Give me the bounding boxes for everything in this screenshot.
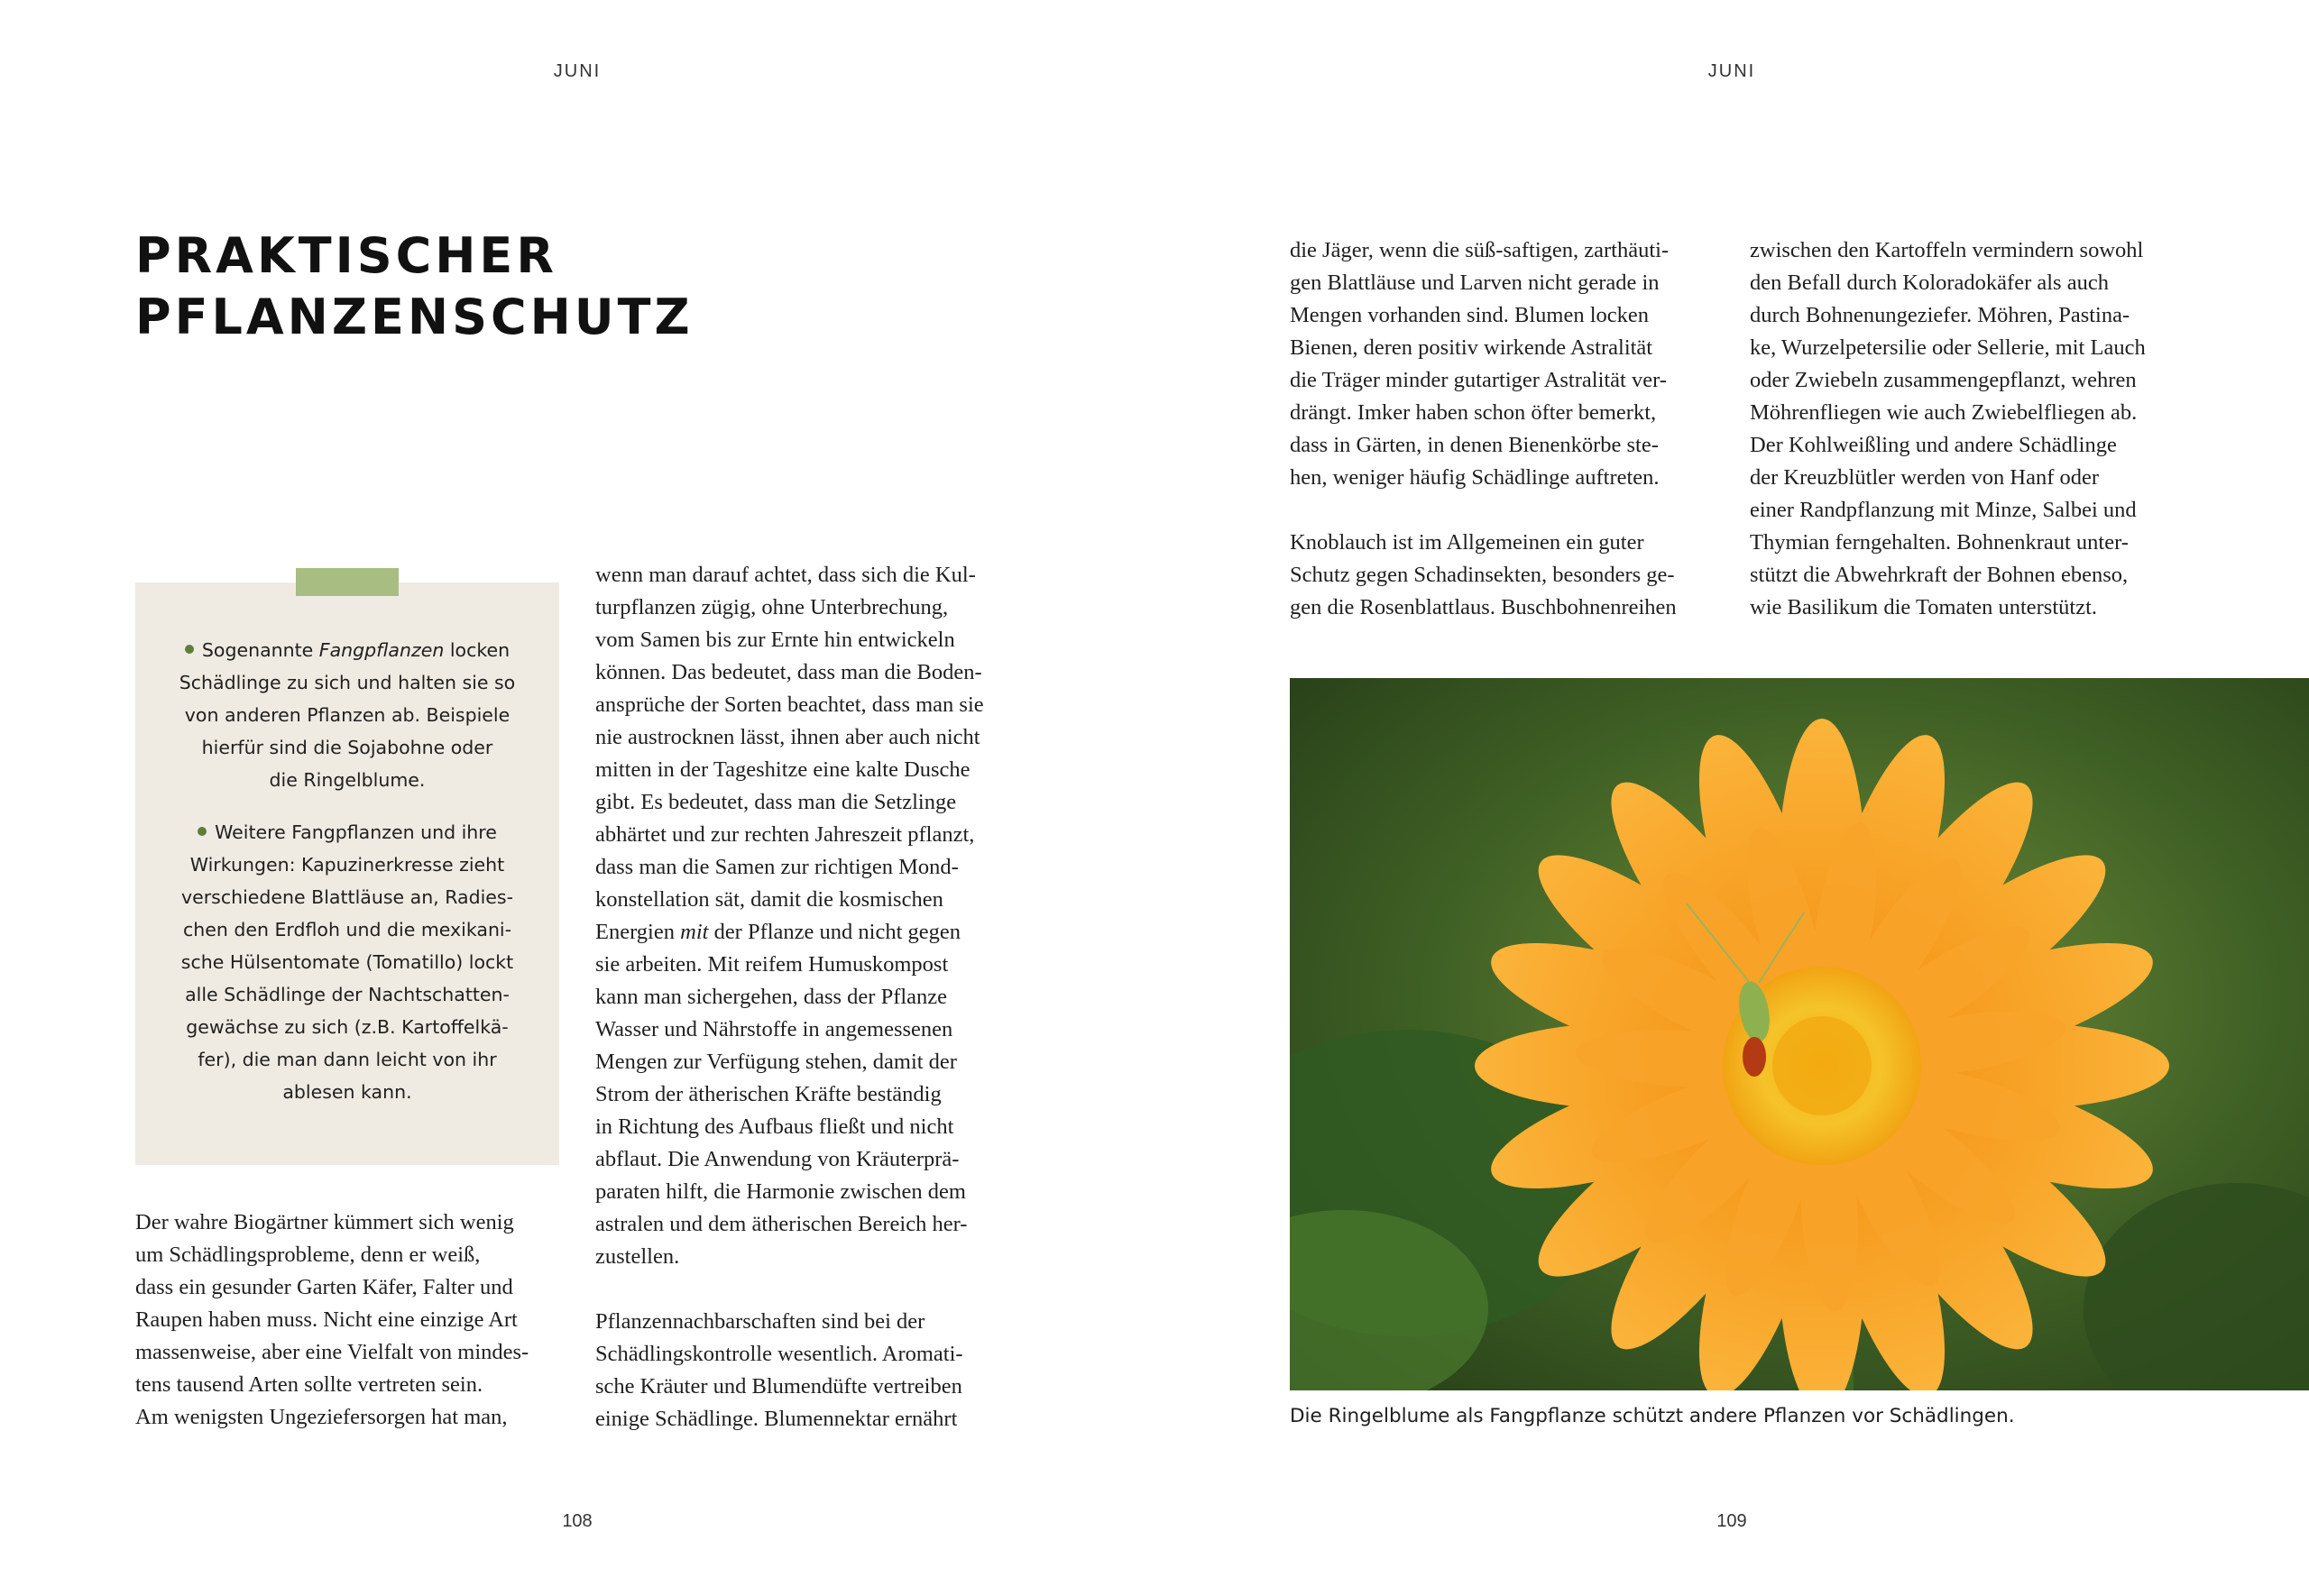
text-line: dass in Gärten, in denen Bienenkörbe ste- (1290, 433, 1659, 457)
marigold-photo (1290, 678, 2309, 1390)
text-line: gen die Rosenblattlaus. Buschbohnenreihen (1290, 595, 1677, 619)
text-line: massenweise, aber eine Vielfalt von mindes- (135, 1340, 529, 1364)
text-line: sche Hülsentomate (Tomatillo) lockt (180, 951, 514, 973)
text-line: die Träger minder gutartiger Astralität ver- (1290, 368, 1667, 392)
text-line: Pflanzennachbarschaften sind bei der (595, 1309, 925, 1334)
text-line: wie Basilikum die Tomaten unterstützt. (1750, 595, 2098, 619)
text-line: einer Randpflanzung mit Minze, Salbei und (1750, 498, 2137, 522)
text-line: einige Schädlinge. Blumennektar ernährt (595, 1407, 958, 1431)
column-1 (135, 1206, 529, 1434)
text-line: turpflanzen zügig, ohne Unterbrechung, (595, 595, 949, 619)
bullet2-first-line (135, 816, 559, 848)
text-line: der Kreuzblütler werden von Hanf oder (1750, 465, 2100, 490)
text-line: stützt die Abwehrkraft der Bohnen ebenso, (1750, 563, 2129, 587)
text-line: Wirkungen: Kapuzinerkresse zieht (189, 854, 505, 876)
bullet2-lines (135, 848, 559, 1108)
text-line: Knoblauch ist im Allgemeinen ein guter (1290, 530, 1644, 555)
photo-caption: Die Ringelblume als Fangpflanze schützt andere Pflanzen vor Schädlingen. (1290, 1405, 2015, 1427)
text-line: hierfür sind die Sojabohne oder (201, 737, 493, 758)
text-line: zwischen den Kartoffeln vermindern sowohl (1750, 238, 2144, 262)
title-line-1: PRAKTISCHER (135, 227, 557, 284)
text-line: abhärtet und zur rechten Jahreszeit pflanzt, (595, 822, 975, 847)
text-line: hen, weniger häufig Schädlinge auftreten. (1290, 465, 1660, 490)
text-line: ansprüche der Sorten beachtet, dass man sie (595, 693, 984, 717)
bullet-icon (198, 827, 207, 836)
text-line: die Ringelblume. (269, 769, 426, 791)
text-line: sie arbeiten. Mit reifem Humuskompost (595, 952, 949, 977)
text-line: den Befall durch Koloradokäfer als auch (1750, 271, 2109, 295)
text-line: vom Samen bis zur Ernte hin entwickeln (595, 628, 955, 652)
column-3 (1290, 234, 1677, 624)
text-line: gewächse zu sich (z.B. Kartoffelkä- (186, 1016, 509, 1038)
bullet1-suffix: locken (444, 639, 511, 661)
bullet2-first: Weitere Fangpflanzen und ihre (215, 821, 497, 843)
info-box-tab (296, 568, 399, 596)
page-number-right: 109 (1716, 1511, 1747, 1531)
text-line: Der wahre Biogärtner kümmert sich wenig (135, 1210, 514, 1234)
bullet1-first-line (135, 634, 559, 666)
text-line: gen Blattläuse und Larven nicht gerade in (1290, 271, 1660, 295)
text-line: Wasser und Nährstoffe in angemessenen (595, 1017, 953, 1041)
text-line: mitten in der Tageshitze eine kalte Dusche (595, 757, 971, 782)
text-line: Schädlingskontrolle wesentlich. Aromati- (595, 1342, 963, 1366)
text-line: gibt. Es bedeutet, dass man die Setzlinge (595, 790, 957, 814)
text-line: Möhrenfliegen wie auch Zwiebelfliegen ab. (1750, 400, 2138, 425)
text-line: fer), die man dann leicht von ihr (198, 1049, 497, 1070)
italic-line-emphasis: mit (680, 920, 709, 944)
text-line: dass man die Samen zur richtigen Mond- (595, 855, 959, 879)
italic-line-post: der Pflanze und nicht gegen (708, 920, 961, 944)
text-line: in Richtung des Aufbaus fließt und nicht (595, 1114, 954, 1139)
bullet1-prefix: Sogenannte (201, 639, 319, 661)
text-line: drängt. Imker haben schon öfter bemerkt, (1290, 400, 1657, 425)
text-line: ke, Wurzelpetersilie oder Sellerie, mit Lauch (1750, 335, 2146, 360)
text-line: sche Kräuter und Blumendüfte vertreiben (595, 1374, 962, 1399)
text-line: dass ein gesunder Garten Käfer, Falter und (135, 1275, 513, 1299)
bullet-icon (185, 645, 194, 654)
text-line: Thymian ferngehalten. Bohnenkraut unter- (1750, 530, 2129, 555)
text-line: Schutz gegen Schadinsekten, besonders ge- (1290, 563, 1675, 587)
text-line: oder Zwiebeln zusammengepflanzt, wehren (1750, 368, 2137, 392)
running-head-left: JUNI (553, 61, 602, 81)
text-line: Der Kohlweißling und andere Schädlinge (1750, 433, 2117, 457)
text-line: um Schädlingsprobleme, denn er weiß, (135, 1243, 481, 1267)
body-line (595, 916, 984, 949)
bullet1-lines (135, 666, 559, 796)
text-line: astralen und dem ätherischen Bereich her- (595, 1212, 968, 1236)
text-line: Strom der ätherischen Kräfte beständig (595, 1082, 942, 1106)
text-line: zustellen. (595, 1244, 680, 1269)
text-line: kann man sichergehen, dass der Pflanze (595, 985, 948, 1009)
text-line: Bienen, deren positiv wirkende Astralität (1290, 335, 1653, 360)
page-number-left: 108 (562, 1511, 593, 1531)
text-line: Mengen zur Verfügung stehen, damit der (595, 1050, 957, 1074)
text-line: abflaut. Die Anwendung von Kräuterprä- (595, 1147, 960, 1171)
text-line: Schädlinge zu sich und halten sie so (179, 672, 516, 693)
text-line: Mengen vorhanden sind. Blumen locken (1290, 303, 1650, 327)
column-2 (595, 559, 984, 1435)
column-4 (1750, 234, 2146, 624)
text-line: nie austrocknen lässt, ihnen aber auch nicht (595, 725, 980, 749)
text-line: ablesen kann. (282, 1081, 412, 1103)
text-line: die Jäger, wenn die süß-saftigen, zarthäuti- (1290, 238, 1670, 262)
running-head-right: JUNI (1707, 61, 1756, 81)
text-line: wenn man darauf achtet, dass sich die Kul- (595, 563, 976, 587)
title-line-2: PFLANZENSCHUTZ (135, 289, 694, 345)
text-line: Am wenigsten Ungeziefersorgen hat man, (135, 1405, 508, 1429)
text-line: von anderen Pflanzen ab. Beispiele (184, 704, 511, 726)
text-line: konstellation sät, damit die kosmischen (595, 887, 943, 912)
text-line: Raupen haben muss. Nicht eine einzige Art (135, 1307, 518, 1332)
text-line: chen den Erdfloh und die mexikani- (182, 919, 512, 940)
text-line: tens tausend Arten sollte vertreten sein. (135, 1372, 483, 1397)
italic-line-pre: Energien (595, 920, 681, 944)
bullet1-italic: Fangpflanzen (318, 639, 445, 661)
info-box-text (135, 634, 559, 1108)
text-line: können. Das bedeutet, dass man die Boden- (595, 660, 982, 684)
text-line: verschiedene Blattläuse an, Radies- (181, 886, 513, 908)
text-line: durch Bohnenungeziefer. Möhren, Pastina- (1750, 303, 2130, 327)
text-line: paraten hilft, die Harmonie zwischen dem (595, 1179, 966, 1204)
page-title (135, 225, 767, 348)
text-line: alle Schädlinge der Nachtschatten- (185, 984, 510, 1005)
